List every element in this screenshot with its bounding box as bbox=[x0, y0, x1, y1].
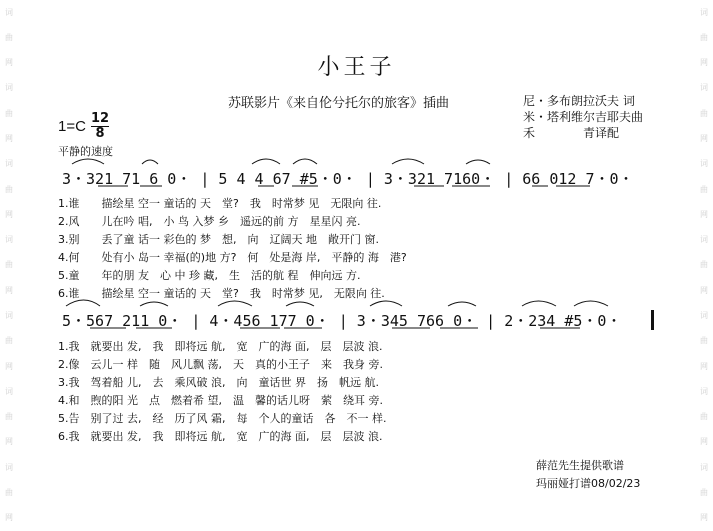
watermark-char: 网 bbox=[5, 437, 13, 447]
watermark-char: 词 bbox=[700, 386, 708, 396]
watermark-char: 词 bbox=[700, 311, 708, 321]
watermark-char: 网 bbox=[5, 513, 13, 523]
watermark-char: 曲 bbox=[5, 260, 13, 270]
watermark-char: 曲 bbox=[700, 336, 708, 346]
lyric-line: 3.别 丢了童 话一 彩色的 梦 想, 向 辽阔天 地 敞开门 窗. bbox=[58, 233, 379, 246]
watermark-char: 词 bbox=[700, 83, 708, 93]
watermark-char: 曲 bbox=[5, 32, 13, 42]
watermark-char: 网 bbox=[700, 209, 708, 219]
meter-bottom: 8 bbox=[95, 126, 105, 141]
watermark-char: 词 bbox=[5, 83, 13, 93]
watermark-char: 词 bbox=[5, 159, 13, 169]
watermark-char: 曲 bbox=[5, 184, 13, 194]
key-signature: 1=C bbox=[58, 118, 86, 135]
watermark-char: 网 bbox=[5, 134, 13, 144]
watermark-char: 曲 bbox=[700, 260, 708, 270]
watermark-char: 网 bbox=[700, 437, 708, 447]
watermark-char: 词 bbox=[5, 462, 13, 472]
watermark-char: 曲 bbox=[700, 184, 708, 194]
final-barline bbox=[651, 310, 654, 330]
watermark-char: 词 bbox=[5, 386, 13, 396]
watermark-char: 曲 bbox=[700, 32, 708, 42]
watermark-char: 网 bbox=[700, 361, 708, 371]
watermark-char: 网 bbox=[5, 361, 13, 371]
watermark-char: 曲 bbox=[5, 412, 13, 422]
watermark-char: 网 bbox=[5, 209, 13, 219]
lyricist-credit: 尼・多布朗拉沃夫 词 bbox=[523, 94, 635, 108]
watermark-char: 曲 bbox=[5, 108, 13, 118]
watermark-char: 词 bbox=[700, 159, 708, 169]
lyric-line: 4.何 处有小 岛一 幸福(的)地 方? 何 处是海 岸, 平静的 海 港? bbox=[58, 251, 407, 264]
meter-top: 12 bbox=[91, 111, 110, 126]
song-title: 小王子 bbox=[317, 55, 396, 80]
lyric-line: 4.和 煦的阳 光 点 燃着希 望, 温 馨的话儿呀 萦 绕耳 旁. bbox=[58, 394, 383, 407]
lyric-line: 2.像 云儿一 样 随 风儿飘 荡, 天 真的小王子 来 我身 旁. bbox=[58, 358, 383, 371]
watermark-char: 词 bbox=[700, 7, 708, 17]
score-line-1: 3・321 71 6 0・ | 5 4 4 67 #5・0・ | 3・321 7160・ | 66 012 7・0・ bbox=[62, 170, 634, 188]
lyric-line: 6.谁 描绘星 空一 童话的 天 堂? 我 时常梦 见, 无限向 往. bbox=[58, 287, 385, 300]
translator-credit: 禾 青译配 bbox=[523, 126, 620, 140]
watermark-char: 曲 bbox=[700, 108, 708, 118]
lyric-line: 5.告 别了过 去, 经 历了风 霜, 每 个人的童话 各 不一 样. bbox=[58, 412, 387, 425]
watermark-char: 曲 bbox=[5, 487, 13, 497]
lyric-line: 2.风 儿在吟 唱, 小 鸟 入梦 乡 遥远的前 方 星星闪 亮. bbox=[58, 215, 361, 228]
footer-typist: 玛丽娅打谱08/02/23 bbox=[536, 477, 641, 490]
watermark-char: 网 bbox=[700, 134, 708, 144]
watermark-char: 词 bbox=[5, 235, 13, 245]
watermark-char: 词 bbox=[5, 7, 13, 17]
watermark-char: 词 bbox=[700, 462, 708, 472]
lyric-line: 6.我 就要出 发, 我 即将远 航, 宽 广的海 面, 层 层波 浪. bbox=[58, 430, 383, 443]
lyric-line: 1.谁 描绘星 空一 童话的 天 堂? 我 时常梦 见 无限向 往. bbox=[58, 197, 382, 210]
watermark-char: 曲 bbox=[700, 412, 708, 422]
lyric-line: 5.童 年的朋 友 心 中 珍 藏, 生 活的航 程 伸向远 方. bbox=[58, 269, 361, 282]
composer-credit: 米・塔利维尔吉耶夫曲 bbox=[523, 110, 644, 124]
lyric-line: 1.我 就要出 发, 我 即将远 航, 宽 广的海 面, 层 层波 浪. bbox=[58, 340, 383, 353]
tempo-marking: 平静的速度 bbox=[58, 145, 113, 158]
song-subtitle: 苏联影片《来自伦兮托尔的旅客》插曲 bbox=[228, 96, 450, 111]
score-line-2: 5・567 211 0・ | 4・456 177 0・ | 3・345 766 0・ | 2・234 #5・0・ bbox=[62, 312, 622, 330]
watermark-char: 网 bbox=[5, 285, 13, 295]
footer-provider: 薛范先生提供歌谱 bbox=[536, 459, 624, 472]
watermark-char: 曲 bbox=[700, 487, 708, 497]
watermark-char: 网 bbox=[700, 513, 708, 523]
watermark-char: 网 bbox=[700, 58, 708, 68]
watermark-char: 网 bbox=[700, 285, 708, 295]
watermark-char: 网 bbox=[5, 58, 13, 68]
watermark-char: 词 bbox=[5, 311, 13, 321]
watermark-char: 词 bbox=[700, 235, 708, 245]
watermark-char: 曲 bbox=[5, 336, 13, 346]
lyric-line: 3.我 驾着船 儿, 去 乘风破 浪, 向 童话世 界 扬 帆远 航. bbox=[58, 376, 379, 389]
